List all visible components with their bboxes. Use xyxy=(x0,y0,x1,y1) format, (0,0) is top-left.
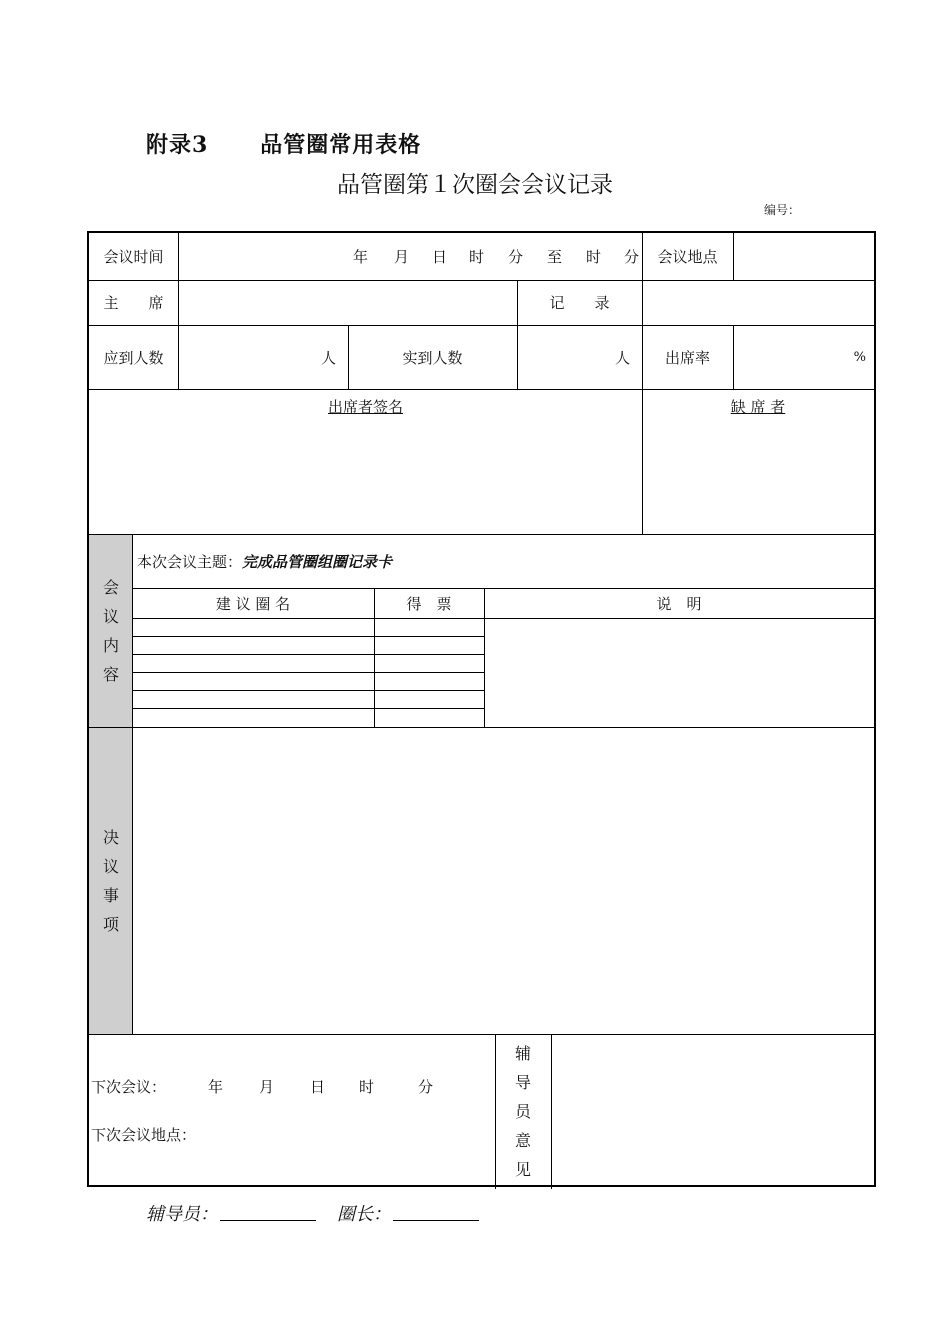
chair-field[interactable] xyxy=(179,280,517,325)
advisor-signature-line[interactable] xyxy=(220,1220,316,1221)
leader-signature-line[interactable] xyxy=(393,1220,479,1221)
advisor-signature-label: 辅导员： xyxy=(146,1204,218,1225)
next-time-unit-hour: 时 xyxy=(359,1077,375,1096)
column-header-circle-name: 建 议 圈 名 xyxy=(215,594,291,613)
expected-attendees-unit: 人 xyxy=(320,348,336,367)
serial-number-label: 编号： xyxy=(764,203,801,217)
time-unit-to: 至 xyxy=(547,248,563,266)
advisor-opinion-label: 辅 导 员 意 见 xyxy=(514,1044,531,1179)
meeting-record-form xyxy=(87,231,876,1187)
actual-attendees-label: 实到人数 xyxy=(402,348,463,367)
resolutions-area[interactable] xyxy=(133,728,874,1034)
appendix-heading: 附录3 品管圈常用表格 xyxy=(146,132,422,158)
next-meeting-time-label: 下次会议： xyxy=(91,1077,167,1096)
expected-attendees-label: 应到人数 xyxy=(103,348,164,367)
recorder-label: 记 录 xyxy=(549,294,610,312)
next-time-unit-month: 月 xyxy=(259,1077,275,1096)
time-unit-day: 日 xyxy=(432,248,448,266)
time-unit-month: 月 xyxy=(394,248,410,266)
leader-signature-label: 圈长： xyxy=(337,1204,391,1225)
actual-attendees-unit: 人 xyxy=(614,348,630,367)
absentees-area[interactable] xyxy=(643,423,874,533)
time-unit-year: 年 xyxy=(353,248,369,266)
time-unit-minute: 分 xyxy=(508,248,524,266)
next-time-unit-year: 年 xyxy=(208,1077,224,1096)
meeting-content-side-label: 会 议 内 容 xyxy=(102,578,119,684)
form-title: 品管圈第１次圈会会议记录 xyxy=(337,172,613,198)
next-meeting-place-label: 下次会议地点： xyxy=(91,1125,197,1144)
attendance-rate-label: 出席率 xyxy=(664,348,710,367)
column-header-votes: 得 票 xyxy=(406,594,452,613)
meeting-topic-value: 完成品管圈组圈记录卡 xyxy=(242,552,393,571)
time-unit-end-minute: 分 xyxy=(624,248,640,266)
meeting-topic: 本次会议主题： 完成品管圈组圈记录卡 xyxy=(137,552,393,571)
recorder-field[interactable] xyxy=(643,280,874,325)
time-unit-hour: 时 xyxy=(469,248,485,266)
time-unit-end-hour: 时 xyxy=(586,248,602,266)
attendance-rate-unit: % xyxy=(853,349,866,365)
next-time-unit-minute: 分 xyxy=(418,1077,434,1096)
resolutions-side-label: 决 议 事 项 xyxy=(102,828,119,934)
notes-area[interactable] xyxy=(485,619,874,727)
next-time-unit-day: 日 xyxy=(310,1077,326,1096)
meeting-place-label: 会议地点 xyxy=(657,248,718,266)
attendee-signatures-area[interactable] xyxy=(89,423,642,533)
absentees-label: 缺 席 者 xyxy=(730,397,786,416)
advisor-opinion-area[interactable] xyxy=(552,1035,874,1187)
chair-label: 主 席 xyxy=(103,294,164,312)
column-header-notes: 说 明 xyxy=(656,594,702,613)
attendee-signatures-label: 出席者签名 xyxy=(327,397,403,416)
meeting-place-field[interactable] xyxy=(734,233,874,280)
meeting-time-label: 会议时间 xyxy=(103,248,164,266)
